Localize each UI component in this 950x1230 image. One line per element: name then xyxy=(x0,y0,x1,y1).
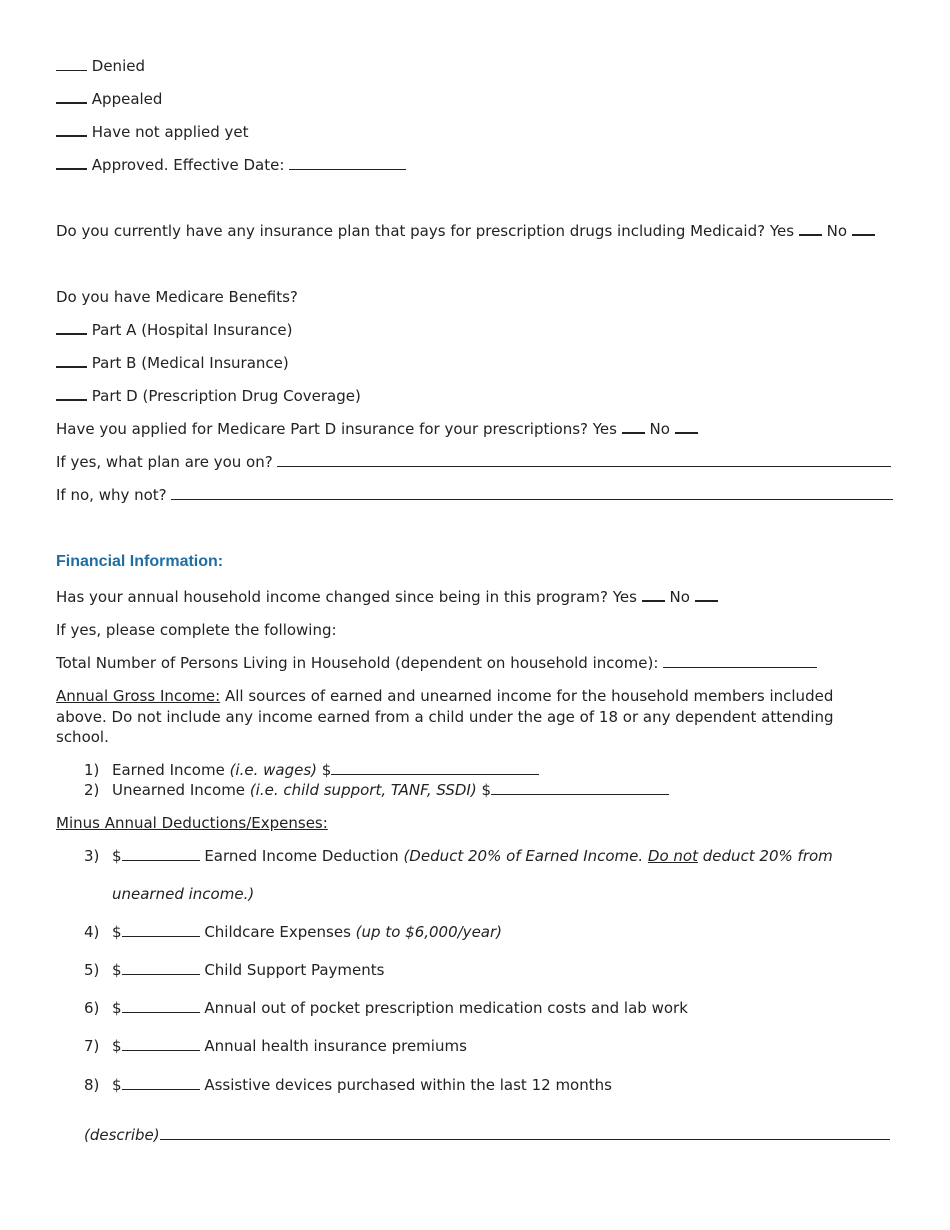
item-label: Assistive devices purchased within the last 12 months xyxy=(199,1076,612,1094)
income-no-blank[interactable] xyxy=(695,588,718,602)
item-label: Childcare Expenses xyxy=(199,923,356,941)
unearned-income-field[interactable] xyxy=(491,782,669,795)
status-option-approved[interactable] xyxy=(56,156,406,174)
deductions-label: Minus Annual Deductions/Expenses: xyxy=(56,814,328,832)
financial-heading-text: Financial Information xyxy=(56,553,218,570)
partd-yes-blank[interactable] xyxy=(622,420,645,434)
item-number: 7) xyxy=(84,1037,100,1055)
describe-label: (describe) xyxy=(84,1126,160,1144)
status-blank[interactable] xyxy=(56,123,87,137)
deduction-item-3-continued: unearned income.) xyxy=(112,885,255,903)
why-not-text: If no, why not? xyxy=(56,486,167,504)
why-not-field[interactable] xyxy=(171,487,893,500)
item-dollar: $ xyxy=(112,999,122,1017)
partd-question xyxy=(56,420,698,438)
if-yes-instruction: If yes, please complete the following: xyxy=(56,621,337,639)
part-blank[interactable] xyxy=(56,387,87,401)
effective-date-field[interactable] xyxy=(289,157,406,170)
deduction-item-6 xyxy=(84,999,688,1017)
item-label: Unearned Income xyxy=(112,781,250,799)
deduction-item-7 xyxy=(84,1037,467,1055)
item-dollar: $ xyxy=(112,847,122,865)
plan-question-text: If yes, what plan are you on? xyxy=(56,453,273,471)
deduction-item-8 xyxy=(84,1076,612,1094)
financial-heading xyxy=(56,553,223,571)
item-label: Earned Income Deduction xyxy=(199,847,404,865)
gross-income-label: Annual Gross Income: xyxy=(56,687,221,705)
part-blank[interactable] xyxy=(56,354,87,368)
item-dollar: $ xyxy=(476,781,492,799)
describe-field[interactable] xyxy=(160,1127,890,1140)
earned-income-field[interactable] xyxy=(331,762,539,775)
part-blank[interactable] xyxy=(56,321,87,335)
medicare-question: Do you have Medicare Benefits? xyxy=(56,288,298,306)
unearned-income-item xyxy=(84,781,669,799)
income-changed-text: Has your annual household income changed since being in this program? Yes xyxy=(56,588,637,606)
item-label: Annual out of pocket prescription medication costs and lab work xyxy=(199,999,688,1017)
gross-income-text: All sources of earned and unearned income for the household members included above. Do not include any income earned from a child under the age of 18 or any dependent attending school. xyxy=(56,687,834,746)
item-number: 4) xyxy=(84,923,100,941)
status-label: Appealed xyxy=(91,90,163,108)
status-blank[interactable] xyxy=(56,90,87,104)
partd-no-blank[interactable] xyxy=(675,420,698,434)
deduction-item-5 xyxy=(84,961,384,979)
deduction-item-4 xyxy=(84,923,502,941)
persons-field[interactable] xyxy=(663,655,817,668)
item-hint-underlined: Do not xyxy=(647,847,698,865)
status-option-appealed[interactable] xyxy=(56,90,162,108)
status-option-denied[interactable] xyxy=(56,57,145,75)
rx-question-text: Do you currently have any insurance plan that pays for prescription drugs including Medicaid? Yes xyxy=(56,222,795,240)
annual-gross-income-paragraph xyxy=(56,686,856,748)
part-label: Part D (Prescription Drug Coverage) xyxy=(91,387,361,405)
deduction-item-3 xyxy=(84,847,833,865)
item-hint: deduct 20% from xyxy=(697,847,833,865)
earned-income-item xyxy=(84,761,539,779)
part-label: Part B (Medical Insurance) xyxy=(91,354,289,372)
status-label: Approved. Effective Date: xyxy=(91,156,285,174)
status-option-not-applied[interactable] xyxy=(56,123,249,141)
rx-yes-blank[interactable] xyxy=(799,222,822,236)
part-label: Part A (Hospital Insurance) xyxy=(91,321,293,339)
medicare-part-a[interactable] xyxy=(56,321,292,339)
income-changed-question xyxy=(56,588,718,606)
income-yes-blank[interactable] xyxy=(642,588,665,602)
item-number: 2) xyxy=(84,781,100,799)
rx-no-blank[interactable] xyxy=(852,222,875,236)
deduction-field[interactable] xyxy=(122,1000,200,1013)
item-dollar: $ xyxy=(112,1076,122,1094)
item-number: 3) xyxy=(84,847,100,865)
rx-no-label: No xyxy=(826,222,848,240)
item-dollar: $ xyxy=(112,1037,122,1055)
item-hint: (i.e. child support, TANF, SSDI) xyxy=(249,781,477,799)
plan-question xyxy=(56,453,891,471)
deduction-field[interactable] xyxy=(122,1077,200,1090)
partd-question-text: Have you applied for Medicare Part D insurance for your prescriptions? Yes xyxy=(56,420,617,438)
item-label: Child Support Payments xyxy=(199,961,385,979)
item-hint: (up to $6,000/year) xyxy=(355,923,503,941)
item-dollar: $ xyxy=(317,761,332,779)
financial-heading-colon: : xyxy=(217,553,224,570)
plan-field[interactable] xyxy=(277,454,891,467)
persons-text: Total Number of Persons Living in Household (dependent on household income): xyxy=(56,654,659,672)
status-blank[interactable] xyxy=(56,156,87,170)
status-blank[interactable] xyxy=(56,58,87,71)
partd-no-label: No xyxy=(649,420,670,438)
rx-insurance-question xyxy=(56,222,875,240)
medicare-part-b[interactable] xyxy=(56,354,289,372)
item-label: Earned Income xyxy=(112,761,230,779)
item-number: 5) xyxy=(84,961,100,979)
status-label: Have not applied yet xyxy=(91,123,249,141)
item-hint: (i.e. wages) xyxy=(229,761,317,779)
status-label: Denied xyxy=(91,57,145,75)
deduction-field[interactable] xyxy=(122,848,200,861)
item-number: 1) xyxy=(84,761,100,779)
item-label: Annual health insurance premiums xyxy=(199,1037,467,1055)
why-not-question xyxy=(56,486,893,504)
persons-question xyxy=(56,654,817,672)
item-dollar: $ xyxy=(112,961,122,979)
describe-line xyxy=(84,1126,890,1144)
deduction-field[interactable] xyxy=(122,924,200,937)
item-hint: (Deduct 20% of Earned Income. xyxy=(403,847,648,865)
deduction-field[interactable] xyxy=(122,962,200,975)
medicare-part-d[interactable] xyxy=(56,387,361,405)
income-no-label: No xyxy=(669,588,690,606)
deduction-field[interactable] xyxy=(122,1038,200,1051)
item-number: 8) xyxy=(84,1076,100,1094)
item-dollar: $ xyxy=(112,923,122,941)
item-number: 6) xyxy=(84,999,100,1017)
